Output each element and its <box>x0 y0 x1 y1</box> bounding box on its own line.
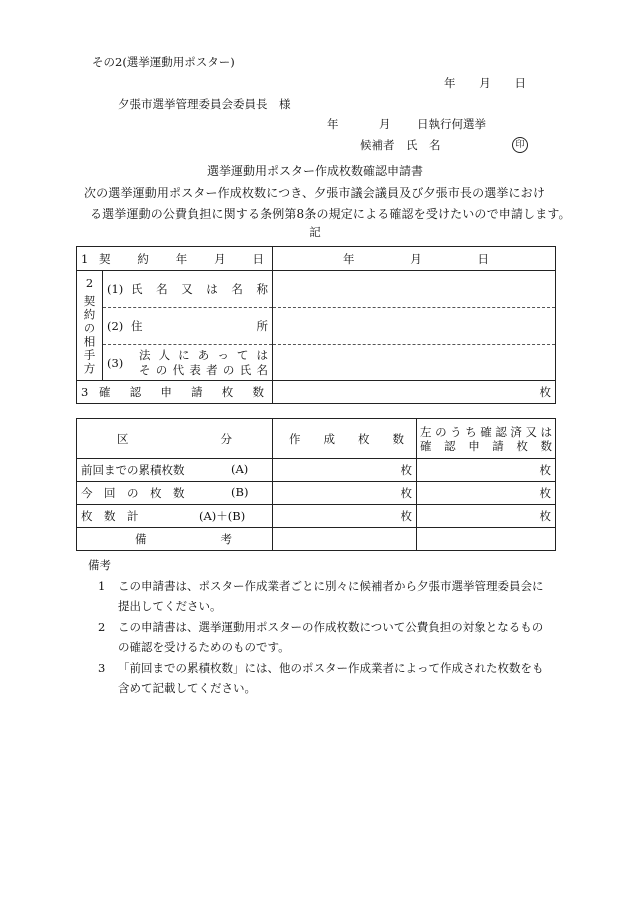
header-category: 区 分 <box>77 419 273 459</box>
contract-date-label: 1 契 約 年 月 日 <box>77 247 273 271</box>
body-line-1: 次の選挙運動用ポスター作成枚数につき、夕張市議会議員及び夕張市長の選挙におけ <box>84 186 545 200</box>
seal-mark: 印 <box>512 136 528 153</box>
partner-name-value[interactable] <box>273 271 556 308</box>
count-row-total-created[interactable]: 枚 <box>273 505 417 528</box>
count-row-current-label: 今 回 の 枚 数 (B) <box>77 482 273 505</box>
partner-name-label: (1) 氏 名 又 は 名 称 <box>103 271 273 308</box>
note-item-2: 2 この申請書は、選挙運動用ポスターの作成枚数について公費負担の対象となるもの の確認を受けるためのものです。 <box>98 620 544 654</box>
application-date: 年 月 日 <box>444 76 526 90</box>
remarks-row <box>77 528 556 551</box>
form-number: その2(選挙運動用ポスター) <box>92 55 235 69</box>
candidate-name-label: 候補者 氏 名 <box>360 138 441 152</box>
count-row-total-confirmed[interactable]: 枚 <box>417 505 556 528</box>
confirm-count-value[interactable]: 枚 <box>273 381 556 404</box>
body-line-2: る選挙運動の公費負担に関する条例第8条の規定による確認を受けたいので申請します。 <box>90 207 571 221</box>
count-row-current-confirmed[interactable]: 枚 <box>417 482 556 505</box>
note-item-3: 3 「前回までの累積枚数」には、他のポスター作成業者によって作成された枚数をも 含めて記載してください。 <box>98 661 544 695</box>
contract-date-row <box>77 247 556 271</box>
count-row-previous-label: 前回までの累積枚数 (A) <box>77 459 273 482</box>
partner-section-label: 2 契約の相手方 <box>77 271 103 381</box>
count-row-total-label: 枚 数 計 (A)＋(B) <box>77 505 273 528</box>
count-table <box>76 418 556 551</box>
partner-address-row <box>77 308 556 345</box>
confirm-count-label: 3 確 認 申 請 枚 数 <box>77 381 273 404</box>
header-created-count: 作 成 枚 数 <box>273 419 417 459</box>
notes-heading: 備考 <box>88 558 111 572</box>
contract-table <box>76 246 556 404</box>
count-table-header <box>77 419 556 459</box>
count-row-previous-confirmed[interactable]: 枚 <box>417 459 556 482</box>
partner-representative-value[interactable] <box>273 345 556 381</box>
remarks-label: 備 考 <box>77 528 273 551</box>
partner-representative-row <box>77 345 556 381</box>
count-row-previous <box>77 459 556 482</box>
contract-date-value[interactable]: 年 月 日 <box>273 247 556 271</box>
addressee: 夕張市選挙管理委員会委員長 様 <box>118 97 291 111</box>
count-row-total <box>77 505 556 528</box>
partner-address-label: (2) 住 所 <box>103 308 273 345</box>
partner-representative-label: (3) 法 人 に あ っ て は そ の 代 表 者 の 氏 名 <box>103 345 273 381</box>
remarks-value-created[interactable] <box>273 528 417 551</box>
partner-address-value[interactable] <box>273 308 556 345</box>
count-row-current-created[interactable]: 枚 <box>273 482 417 505</box>
partner-name-row <box>77 271 556 308</box>
document-title: 選挙運動用ポスター作成枚数確認申請書 <box>206 164 423 178</box>
note-item-1: 1 この申請書は、ポスター作成業者ごとに別々に候補者から夕張市選挙管理委員会に 提出してください。 <box>98 579 544 613</box>
ki-mark: 記 <box>309 225 321 239</box>
remarks-value-confirmed[interactable] <box>417 528 556 551</box>
header-confirmed-count: 左 の う ち 確 認 済 又 は 確 認 申 請 枚 数 <box>417 419 556 459</box>
count-row-previous-created[interactable]: 枚 <box>273 459 417 482</box>
count-row-current <box>77 482 556 505</box>
confirm-count-row <box>77 381 556 404</box>
